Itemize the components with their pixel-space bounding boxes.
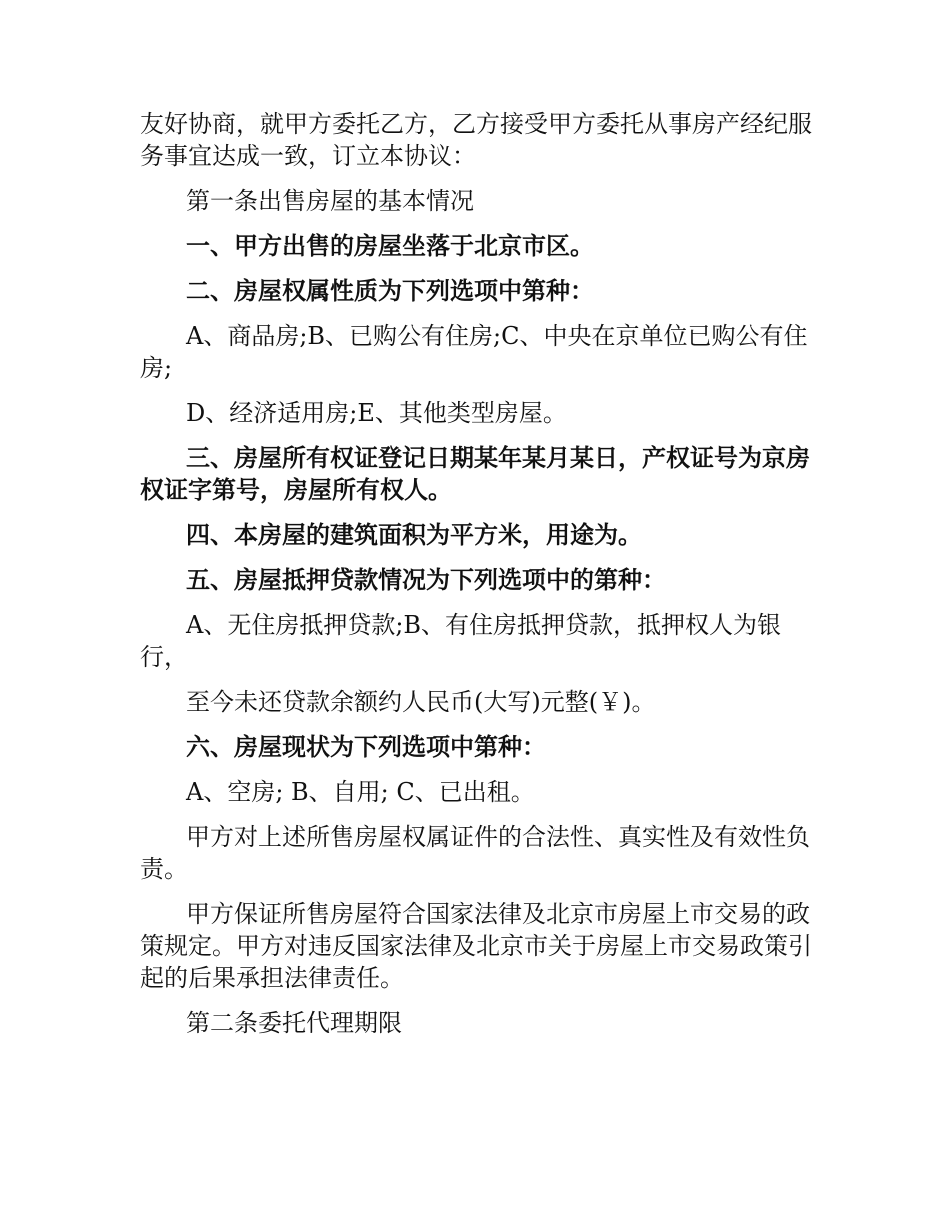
article-2-heading: 第二条委托代理期限 (186, 1009, 402, 1037)
clause-1-location: 一、甲方出售的房屋坐落于北京市区。 (186, 231, 594, 260)
clause-2-property-type: 二、房屋权属性质为下列选项中第种： (186, 276, 594, 305)
article-1-heading: 第一条出售房屋的基本情况 (186, 187, 474, 215)
paragraph-certificate-responsibility: 甲方对上述所售房屋权属证件的合法性、真实性及有效性负责。 (140, 823, 810, 883)
property-type-options-abc: A、商品房;B、已购公有住房;C、中央在京单位已购公有住房; (140, 322, 808, 382)
document-body (140, 108, 820, 1052)
mortgage-balance: 至今未还贷款余额约人民币(大写)元整(￥)。 (186, 688, 656, 716)
property-type-options-de: D、经济适用房;E、其他类型房屋。 (186, 399, 567, 427)
clause-5-mortgage: 五、房屋抵押贷款情况为下列选项中的第种： (186, 565, 666, 594)
status-options: A、空房; B、自用; C、已出租。 (186, 778, 535, 806)
mortgage-options: A、无住房抵押贷款;B、有住房抵押贷款，抵押权人为银行， (140, 611, 782, 671)
clause-3-certificate: 三、房屋所有权证登记日期某年某月某日，产权证号为京房权证字第号，房屋所有权人。 (140, 443, 810, 504)
paragraph-legal-guarantee: 甲方保证所售房屋符合国家法律及北京市房屋上市交易的政策规定。甲方对违反国家法律及北京市关于房屋上市交易政策引起的后果承担法律责任。 (140, 900, 812, 992)
paragraph-intro: 友好协商，就甲方委托乙方，乙方接受甲方委托从事房产经纪服务事宜达成一致，订立本协议： (140, 110, 812, 170)
clause-6-status: 六、房屋现状为下列选项中第种： (186, 732, 546, 761)
clause-4-area: 四、本房屋的建筑面积为平方米，用途为。 (186, 520, 642, 549)
